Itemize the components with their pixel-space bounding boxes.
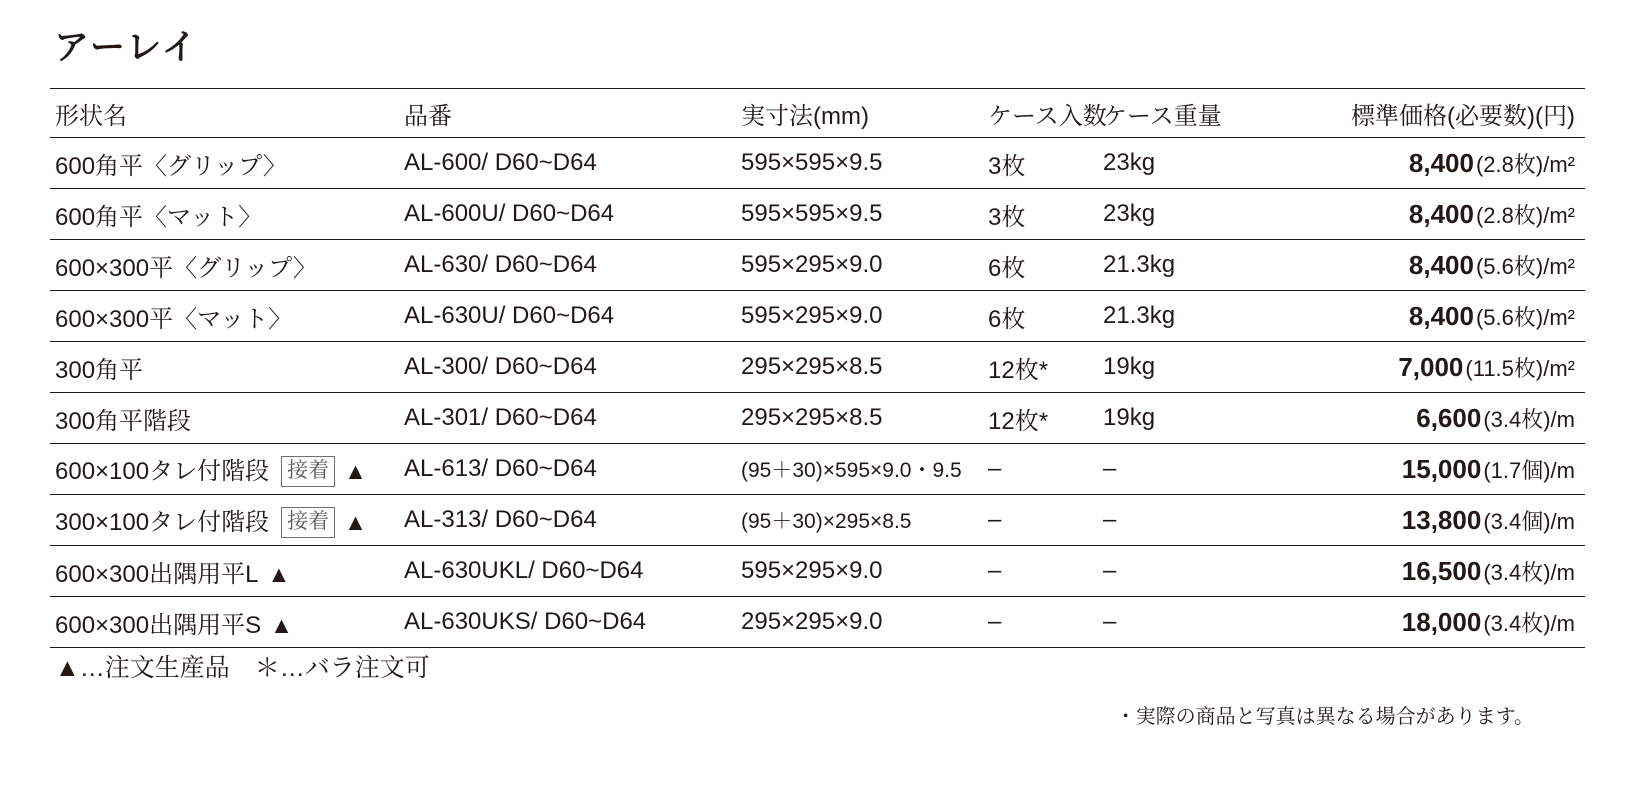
cell-shape [50,605,404,640]
shape-name: 600角平〈マット〉 [55,203,263,231]
order-made-triangle-icon: ▲ [344,509,367,536]
price-amount: 7,000 [1398,351,1464,382]
price-amount: 16,500 [1401,555,1482,586]
cell-case-qty: – [988,608,1002,635]
cell-size: (95＋30)×595×9.0・9.5 [741,459,962,482]
shape-name: 300角平階段 [55,407,192,435]
price-unit: (5.6枚)/m² [1475,253,1575,279]
cell-shape [50,197,404,232]
table-row [50,291,1585,342]
col-header-case-qty: ケース入数 [988,102,1107,130]
price-unit: (3.4個)/m [1483,508,1575,534]
cell-code: AL-630UKL/ D60~D64 [404,557,644,584]
cell-case-qty: – [988,455,1002,482]
price-unit: (1.7個)/m [1483,457,1575,483]
cell-shape [50,248,404,283]
cell-shape [50,554,404,589]
shape-name: 600×300平〈グリップ〉 [55,254,317,282]
price-amount: 18,000 [1401,606,1482,637]
cell-shape [50,146,404,181]
cell-size: (95＋30)×295×8.5 [741,510,912,533]
cell-case-weight: 23kg [1103,200,1156,227]
cell-size: 595×295×9.0 [741,251,883,278]
cell-case-weight: – [1103,608,1117,635]
shape-name: 600角平〈グリップ〉 [55,152,287,180]
cell-shape [50,502,404,537]
table-row [50,444,1585,495]
cell-code: AL-600/ D60~D64 [404,149,597,176]
cell-case-qty: 12枚* [988,356,1049,384]
table-row [50,597,1585,648]
shape-name: 600×300平〈マット〉 [55,305,293,333]
price-unit: (3.4枚)/m [1483,406,1575,432]
cell-code: AL-301/ D60~D64 [404,404,597,431]
footnote-legend: ▲…注文生産品 ＊…バラ注文可 [55,654,430,682]
price-amount: 8,400 [1408,300,1474,331]
cell-case-weight: 21.3kg [1103,251,1176,278]
cell-price [1255,352,1585,383]
cell-case-qty: 3枚 [988,203,1026,231]
price-amount: 6,600 [1416,402,1482,433]
shape-name: 300角平 [55,356,144,384]
cell-price [1255,250,1585,281]
cell-case-qty: 6枚 [988,305,1026,333]
col-header-price: 標準価格(必要数)(円) [1351,102,1575,130]
cell-price [1255,505,1585,536]
cell-case-weight: 21.3kg [1103,302,1176,329]
cell-size: 595×595×9.5 [741,149,883,176]
shape-name: 300×100タレ付階段 [55,509,270,537]
table-row [50,138,1585,189]
col-header-shape: 形状名 [55,102,127,130]
cell-shape [50,350,404,385]
col-header-case-weight: ケース重量 [1103,102,1222,130]
cell-shape [50,401,404,436]
price-amount: 15,000 [1401,453,1482,484]
cell-case-weight: 19kg [1103,353,1156,380]
cell-size: 595×295×9.0 [741,302,883,329]
cell-code: AL-630U/ D60~D64 [404,302,615,329]
price-unit: (11.5枚)/m² [1465,355,1575,381]
order-made-triangle-icon: ▲ [344,458,367,485]
cell-code: AL-613/ D60~D64 [404,455,597,482]
page-title: アーレイ [54,28,199,67]
cell-case-weight: – [1103,506,1117,533]
col-header-code: 品番 [404,102,452,130]
cell-case-weight: – [1103,455,1117,482]
cell-case-qty: 3枚 [988,152,1026,180]
price-unit: (5.6枚)/m² [1475,304,1575,330]
cell-price [1255,199,1585,230]
table-header-row [50,88,1585,138]
table-row [50,546,1585,597]
cell-case-qty: – [988,557,1002,584]
cell-case-qty: – [988,506,1002,533]
table-row [50,189,1585,240]
price-amount: 13,800 [1401,504,1482,535]
price-amount: 8,400 [1408,249,1474,280]
table-row [50,495,1585,546]
shape-name: 600×300出隅用平S [55,611,262,639]
shape-name: 600×100タレ付階段 [55,458,270,486]
col-header-size: 実寸法(mm) [741,102,869,130]
cell-price [1255,556,1585,587]
cell-size: 295×295×8.5 [741,353,883,380]
cell-code: AL-300/ D60~D64 [404,353,597,380]
cell-price [1255,301,1585,332]
cell-size: 595×295×9.0 [741,557,883,584]
price-unit: (2.8枚)/m² [1475,202,1575,228]
cell-shape [50,451,404,486]
price-amount: 8,400 [1408,147,1474,178]
cell-size: 295×295×9.0 [741,608,883,635]
cell-code: AL-630UKS/ D60~D64 [404,608,647,635]
cell-price [1255,403,1585,434]
table-row [50,393,1585,444]
cell-price [1255,607,1585,638]
cell-size: 595×595×9.5 [741,200,883,227]
cell-case-weight: 23kg [1103,149,1156,176]
cell-case-qty: 12枚* [988,407,1049,435]
cell-size: 295×295×8.5 [741,404,883,431]
table-row [50,342,1585,393]
price-unit: (3.4枚)/m [1483,610,1575,636]
price-unit: (3.4枚)/m [1483,559,1575,585]
price-amount: 8,400 [1408,198,1474,229]
order-made-triangle-icon: ▲ [270,611,293,638]
adhesive-badge: 接着 [281,507,335,537]
cell-price [1255,454,1585,485]
cell-case-weight: 19kg [1103,404,1156,431]
cell-shape [50,299,404,334]
cell-case-qty: 6枚 [988,254,1026,282]
adhesive-badge: 接着 [281,456,335,486]
cell-case-weight: – [1103,557,1117,584]
cell-code: AL-313/ D60~D64 [404,506,597,533]
cell-code: AL-630/ D60~D64 [404,251,597,278]
cell-code: AL-600U/ D60~D64 [404,200,615,227]
cell-price [1255,148,1585,179]
order-made-triangle-icon: ▲ [267,560,291,587]
table-row [50,240,1585,291]
photo-disclaimer: ・実際の商品と写真は異なる場合があります。 [1115,706,1534,728]
shape-name: 600×300出隅用平L [55,560,259,588]
product-spec-table [50,88,1585,648]
price-unit: (2.8枚)/m² [1475,151,1575,177]
